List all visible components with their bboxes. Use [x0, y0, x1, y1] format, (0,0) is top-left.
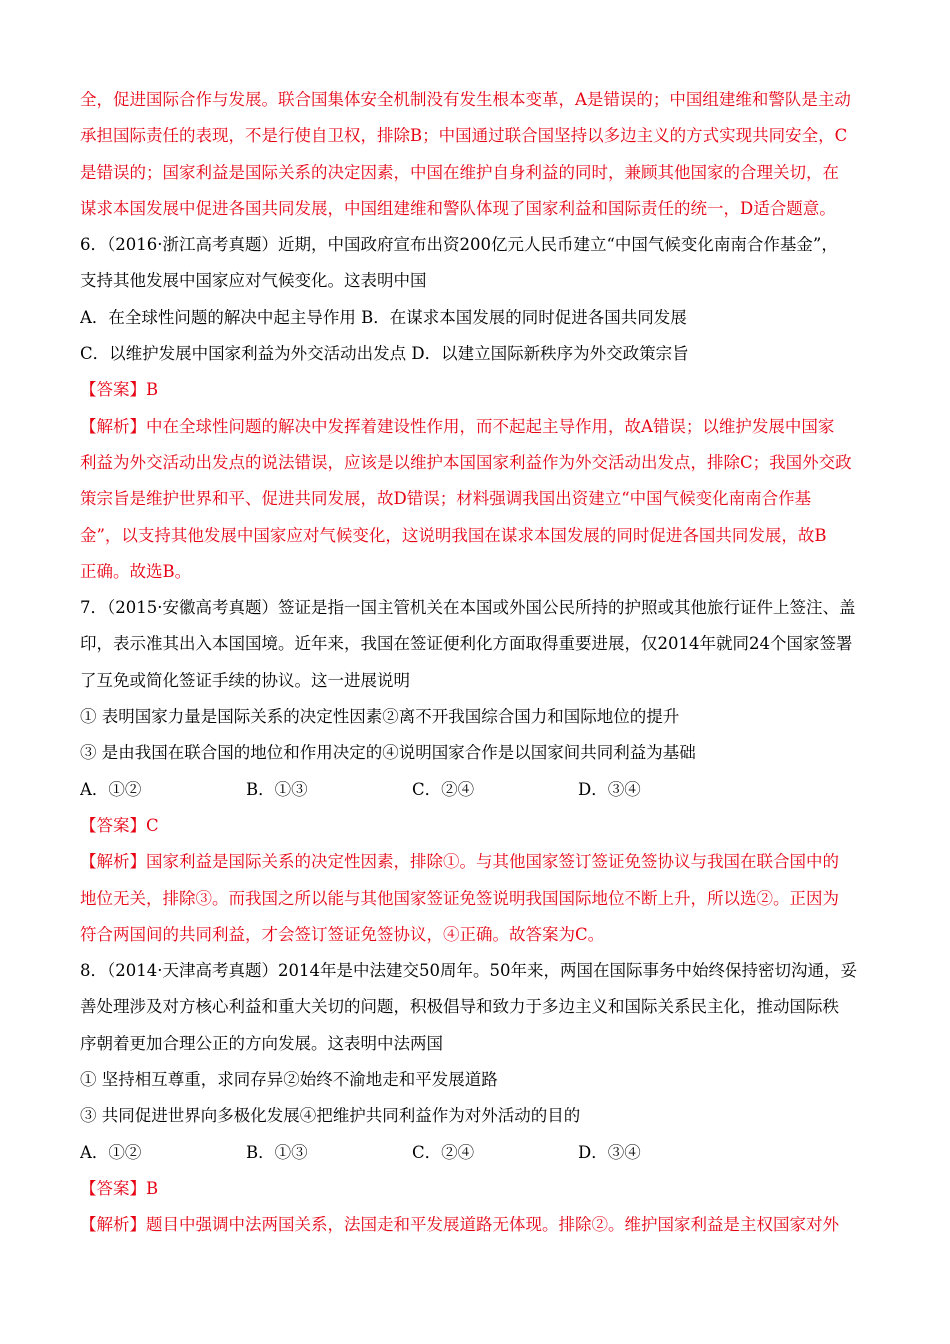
- analysis-line: 谋求本国发展中促进各国共同发展，中国组建维和警队体现了国家利益和国际责任的统一，D适合题意。: [80, 198, 836, 218]
- question-stem-line: 7．（2015·安徽高考真题）签证是指一国主管机关在本国或外国公民所持的护照或其他旅行证件上签注、盖: [80, 598, 856, 618]
- question-text-line: 支持其他发展中国家应对气候变化。这表明中国: [80, 271, 427, 291]
- question-text-line: 善处理涉及对方核心利益和重大关切的问题，积极倡导和致力于多边主义和国际关系民主化，推动国际秩: [80, 997, 839, 1017]
- statement-line: ① 表明国家力量是国际关系的决定性因素②离不开我国综合国力和国际地位的提升: [80, 707, 680, 727]
- answer-option: C．②④: [412, 779, 475, 799]
- answer-option: D．③④: [578, 779, 641, 799]
- answer-option: A．①②: [80, 779, 142, 799]
- answer-option: D．③④: [578, 1142, 641, 1162]
- analysis-line: 是错误的；国家利益是国际关系的决定因素，中国在维护自身利益的同时，兼顾其他国家的合理关切，在: [80, 162, 839, 182]
- analysis-line: 【解析】题目中强调中法两国关系，法国走和平发展道路无体现。排除②。维护国家利益是主权国家对外: [80, 1215, 839, 1235]
- answer-options-row: [80, 1135, 870, 1171]
- answer-line: 【答案】C: [80, 815, 159, 835]
- answer-option: B．①③: [246, 779, 308, 799]
- answer-options-row: [80, 772, 870, 808]
- analysis-line: 金”，以支持其他发展中国家应对气候变化，这说明我国在谋求本国发展的同时促进各国共同发展，故B: [80, 525, 827, 545]
- question-stem-line: 6．（2016·浙江高考真题）近期，中国政府宣布出资200亿元人民币建立“中国气候变化南南合作基金”，: [80, 235, 838, 255]
- analysis-line: 全，促进国际合作与发展。联合国集体安全机制没有发生根本变革，A是错误的；中国组建维和警队是主动: [80, 90, 851, 109]
- question-stem-line: 8．（2014·天津高考真题）2014年是中法建交50周年。50年来，两国在国际事务中始终保持密切沟通，妥: [80, 961, 857, 981]
- analysis-line: 【解析】中在全球性问题的解决中发挥着建设性作用，而不起起主导作用，故A错误；以维护发展中国家: [80, 416, 835, 436]
- analysis-line: 正确。故选B。: [80, 561, 192, 581]
- choice-line: A．在全球性问题的解决中起主导作用 B．在谋求本国发展的同时促进各国共同发展: [80, 307, 687, 327]
- analysis-line: 利益为外交活动出发点的说法错误，应该是以维护本国国家利益作为外交活动出发点，排除C；我国外交政: [80, 452, 852, 472]
- answer-option: C．②④: [412, 1142, 475, 1162]
- analysis-line: 符合两国间的共同利益，才会签订签证免签协议，④正确。故答案为C。: [80, 924, 605, 944]
- answer-option: B．①③: [246, 1142, 308, 1162]
- choice-line: C．以维护发展中国家利益为外交活动出发点 D．以建立国际新秩序为外交政策宗旨: [80, 344, 689, 364]
- answer-line: 【答案】B: [80, 1178, 159, 1198]
- answer-option: A．①②: [80, 1142, 142, 1162]
- analysis-line: 策宗旨是维护世界和平、促进共同发展，故D错误；材料强调我国出资建立“中国气候变化南南合作基: [80, 489, 812, 509]
- analysis-line: 承担国际责任的表现，不是行使自卫权，排除B；中国通过联合国坚持以多边主义的方式实现共同安全，C: [80, 126, 848, 146]
- statement-line: ③ 是由我国在联合国的地位和作用决定的④说明国家合作是以国家间共同利益为基础: [80, 743, 696, 763]
- statement-line: ① 坚持相互尊重，求同存异②始终不渝地走和平发展道路: [80, 1070, 498, 1090]
- question-text-line: 了互免或简化签证手续的协议。这一进展说明: [80, 670, 410, 690]
- answer-line: 【答案】B: [80, 380, 159, 400]
- analysis-line: 地位无关，排除③。而我国之所以能与其他国家签证免签说明我国国际地位不断上升，所以选②。正因为: [80, 888, 839, 908]
- document-page: [80, 82, 870, 1244]
- question-text-line: 序朝着更加合理公正的方向发展。这表明中法两国: [80, 1033, 443, 1053]
- statement-line: ③ 共同促进世界向多极化发展④把维护共同利益作为对外活动的目的: [80, 1106, 581, 1126]
- question-text-line: 印，表示准其出入本国国境。近年来，我国在签证便利化方面取得重要进展，仅2014年就同24个国家签署: [80, 634, 853, 654]
- analysis-line: 【解析】国家利益是国际关系的决定性因素，排除①。与其他国家签订签证免签协议与我国在联合国中的: [80, 852, 839, 872]
